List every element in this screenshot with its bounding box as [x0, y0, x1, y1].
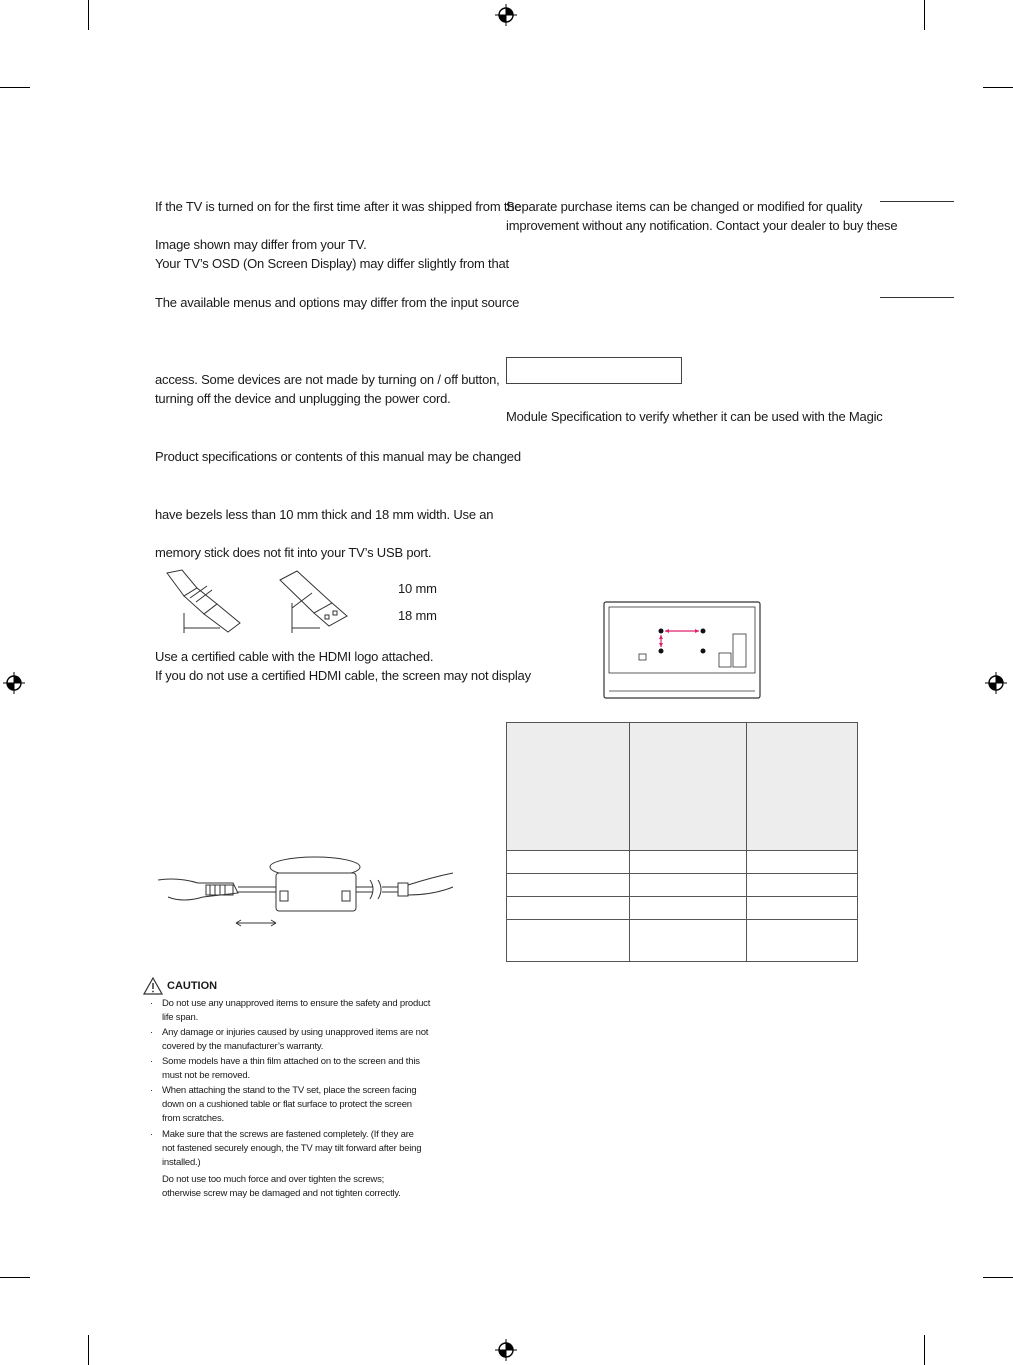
hdmi-usb-connector-illustration — [162, 568, 362, 638]
caution-bullet: · — [150, 1129, 153, 1140]
caution-line: otherwise screw may be damaged and not tighten correctly. — [162, 1188, 401, 1199]
paragraph-menus-differ: The available menus and options may differ from the input source — [155, 295, 520, 310]
paragraph-separate-purchase: Separate purchase items can be changed or modified for quality — [506, 199, 863, 214]
margin-rule — [880, 297, 954, 298]
paragraph-power-cord: turning off the device and unplugging the power cord. — [155, 391, 451, 406]
caution-line: must not be removed. — [162, 1070, 250, 1081]
paragraph-memory-stick: memory stick does not fit into your TV’s USB port. — [155, 545, 432, 560]
caution-line: Do not use too much force and over tighten the screws; — [162, 1174, 385, 1185]
registration-mark-icon — [495, 1339, 517, 1361]
table-cell — [507, 851, 630, 874]
caution-title: CAUTION — [167, 980, 218, 992]
paragraph-device-access: access. Some devices are not made by turning on / off button, — [155, 372, 500, 387]
caution-line: Do not use any unapproved items to ensure the safety and product — [162, 998, 431, 1009]
table-cell — [630, 874, 747, 897]
crop-mark — [88, 1335, 89, 1365]
caution-bullet: · — [150, 1056, 153, 1067]
caution-line: life span. — [162, 1012, 199, 1023]
crop-mark — [983, 87, 1013, 88]
table-cell — [747, 920, 858, 962]
caution-line: Some models have a thin film attached on to the screen and this — [162, 1056, 420, 1067]
table-header-cell — [507, 723, 630, 851]
paragraph-module-specification: Module Specification to verify whether it can be used with the Magic — [506, 409, 883, 424]
table-cell — [630, 897, 747, 920]
paragraph-contact-dealer: improvement without any notification. Contact your dealer to buy these — [506, 218, 898, 233]
caution-line: covered by the manufacturer’s warranty. — [162, 1041, 324, 1052]
caution-line: not fastened securely enough, the TV may tilt forward after being — [162, 1143, 422, 1154]
paragraph-image-differ: Image shown may differ from your TV. — [155, 237, 367, 252]
crop-mark — [924, 1335, 925, 1365]
table-header-row — [507, 723, 858, 851]
paragraph-uncertified-hdmi: If you do not use a certified HDMI cable, the screen may not display — [155, 668, 531, 683]
crop-mark — [88, 0, 89, 30]
caution-bullet: · — [150, 1027, 153, 1038]
caution-bullet: · — [150, 998, 153, 1009]
caution-line: installed.) — [162, 1157, 201, 1168]
wall-mount-spec-table — [506, 722, 858, 962]
margin-rule — [880, 201, 954, 202]
table-cell — [507, 897, 630, 920]
table-row — [507, 874, 858, 897]
ferrite-core-cable-illustration — [158, 855, 458, 935]
caution-warning-icon — [143, 977, 163, 995]
blank-label-box — [506, 357, 682, 384]
usb-width-label: 18 mm — [398, 608, 437, 623]
table-row — [507, 851, 858, 874]
caution-bullet: · — [150, 1085, 153, 1096]
table-row — [507, 920, 858, 962]
paragraph-certified-hdmi: Use a certified cable with the HDMI logo attached. — [155, 649, 434, 664]
usb-thickness-label: 10 mm — [398, 581, 437, 596]
table-cell — [507, 920, 630, 962]
registration-mark-icon — [495, 4, 517, 26]
table-row — [507, 897, 858, 920]
paragraph-specifications-changed: Product specifications or contents of this manual may be changed — [155, 449, 521, 464]
paragraph-first-power-on: If the TV is turned on for the first time after it was shipped from the — [155, 199, 522, 214]
registration-mark-icon — [3, 672, 25, 694]
table-header-cell — [747, 723, 858, 851]
caution-line: from scratches. — [162, 1113, 224, 1124]
caution-line: Make sure that the screws are fastened completely. (If they are — [162, 1129, 414, 1140]
table-cell — [747, 897, 858, 920]
caution-line: Any damage or injuries caused by using unapproved items are not — [162, 1027, 429, 1038]
crop-mark — [0, 87, 30, 88]
tv-wall-mount-diagram — [603, 601, 761, 699]
table-cell — [507, 874, 630, 897]
crop-mark — [0, 1277, 30, 1278]
table-cell — [630, 920, 747, 962]
crop-mark — [924, 0, 925, 30]
table-cell — [747, 874, 858, 897]
caution-line: When attaching the stand to the TV set, place the screen facing — [162, 1085, 417, 1096]
paragraph-bezels: have bezels less than 10 mm thick and 18 mm width. Use an — [155, 507, 494, 522]
paragraph-osd-differ: Your TV’s OSD (On Screen Display) may differ slightly from that — [155, 256, 509, 271]
table-cell — [747, 851, 858, 874]
registration-mark-icon — [985, 672, 1007, 694]
crop-mark — [983, 1277, 1013, 1278]
table-cell — [630, 851, 747, 874]
caution-line: down on a cushioned table or flat surface to protect the screen — [162, 1099, 412, 1110]
table-header-cell — [630, 723, 747, 851]
